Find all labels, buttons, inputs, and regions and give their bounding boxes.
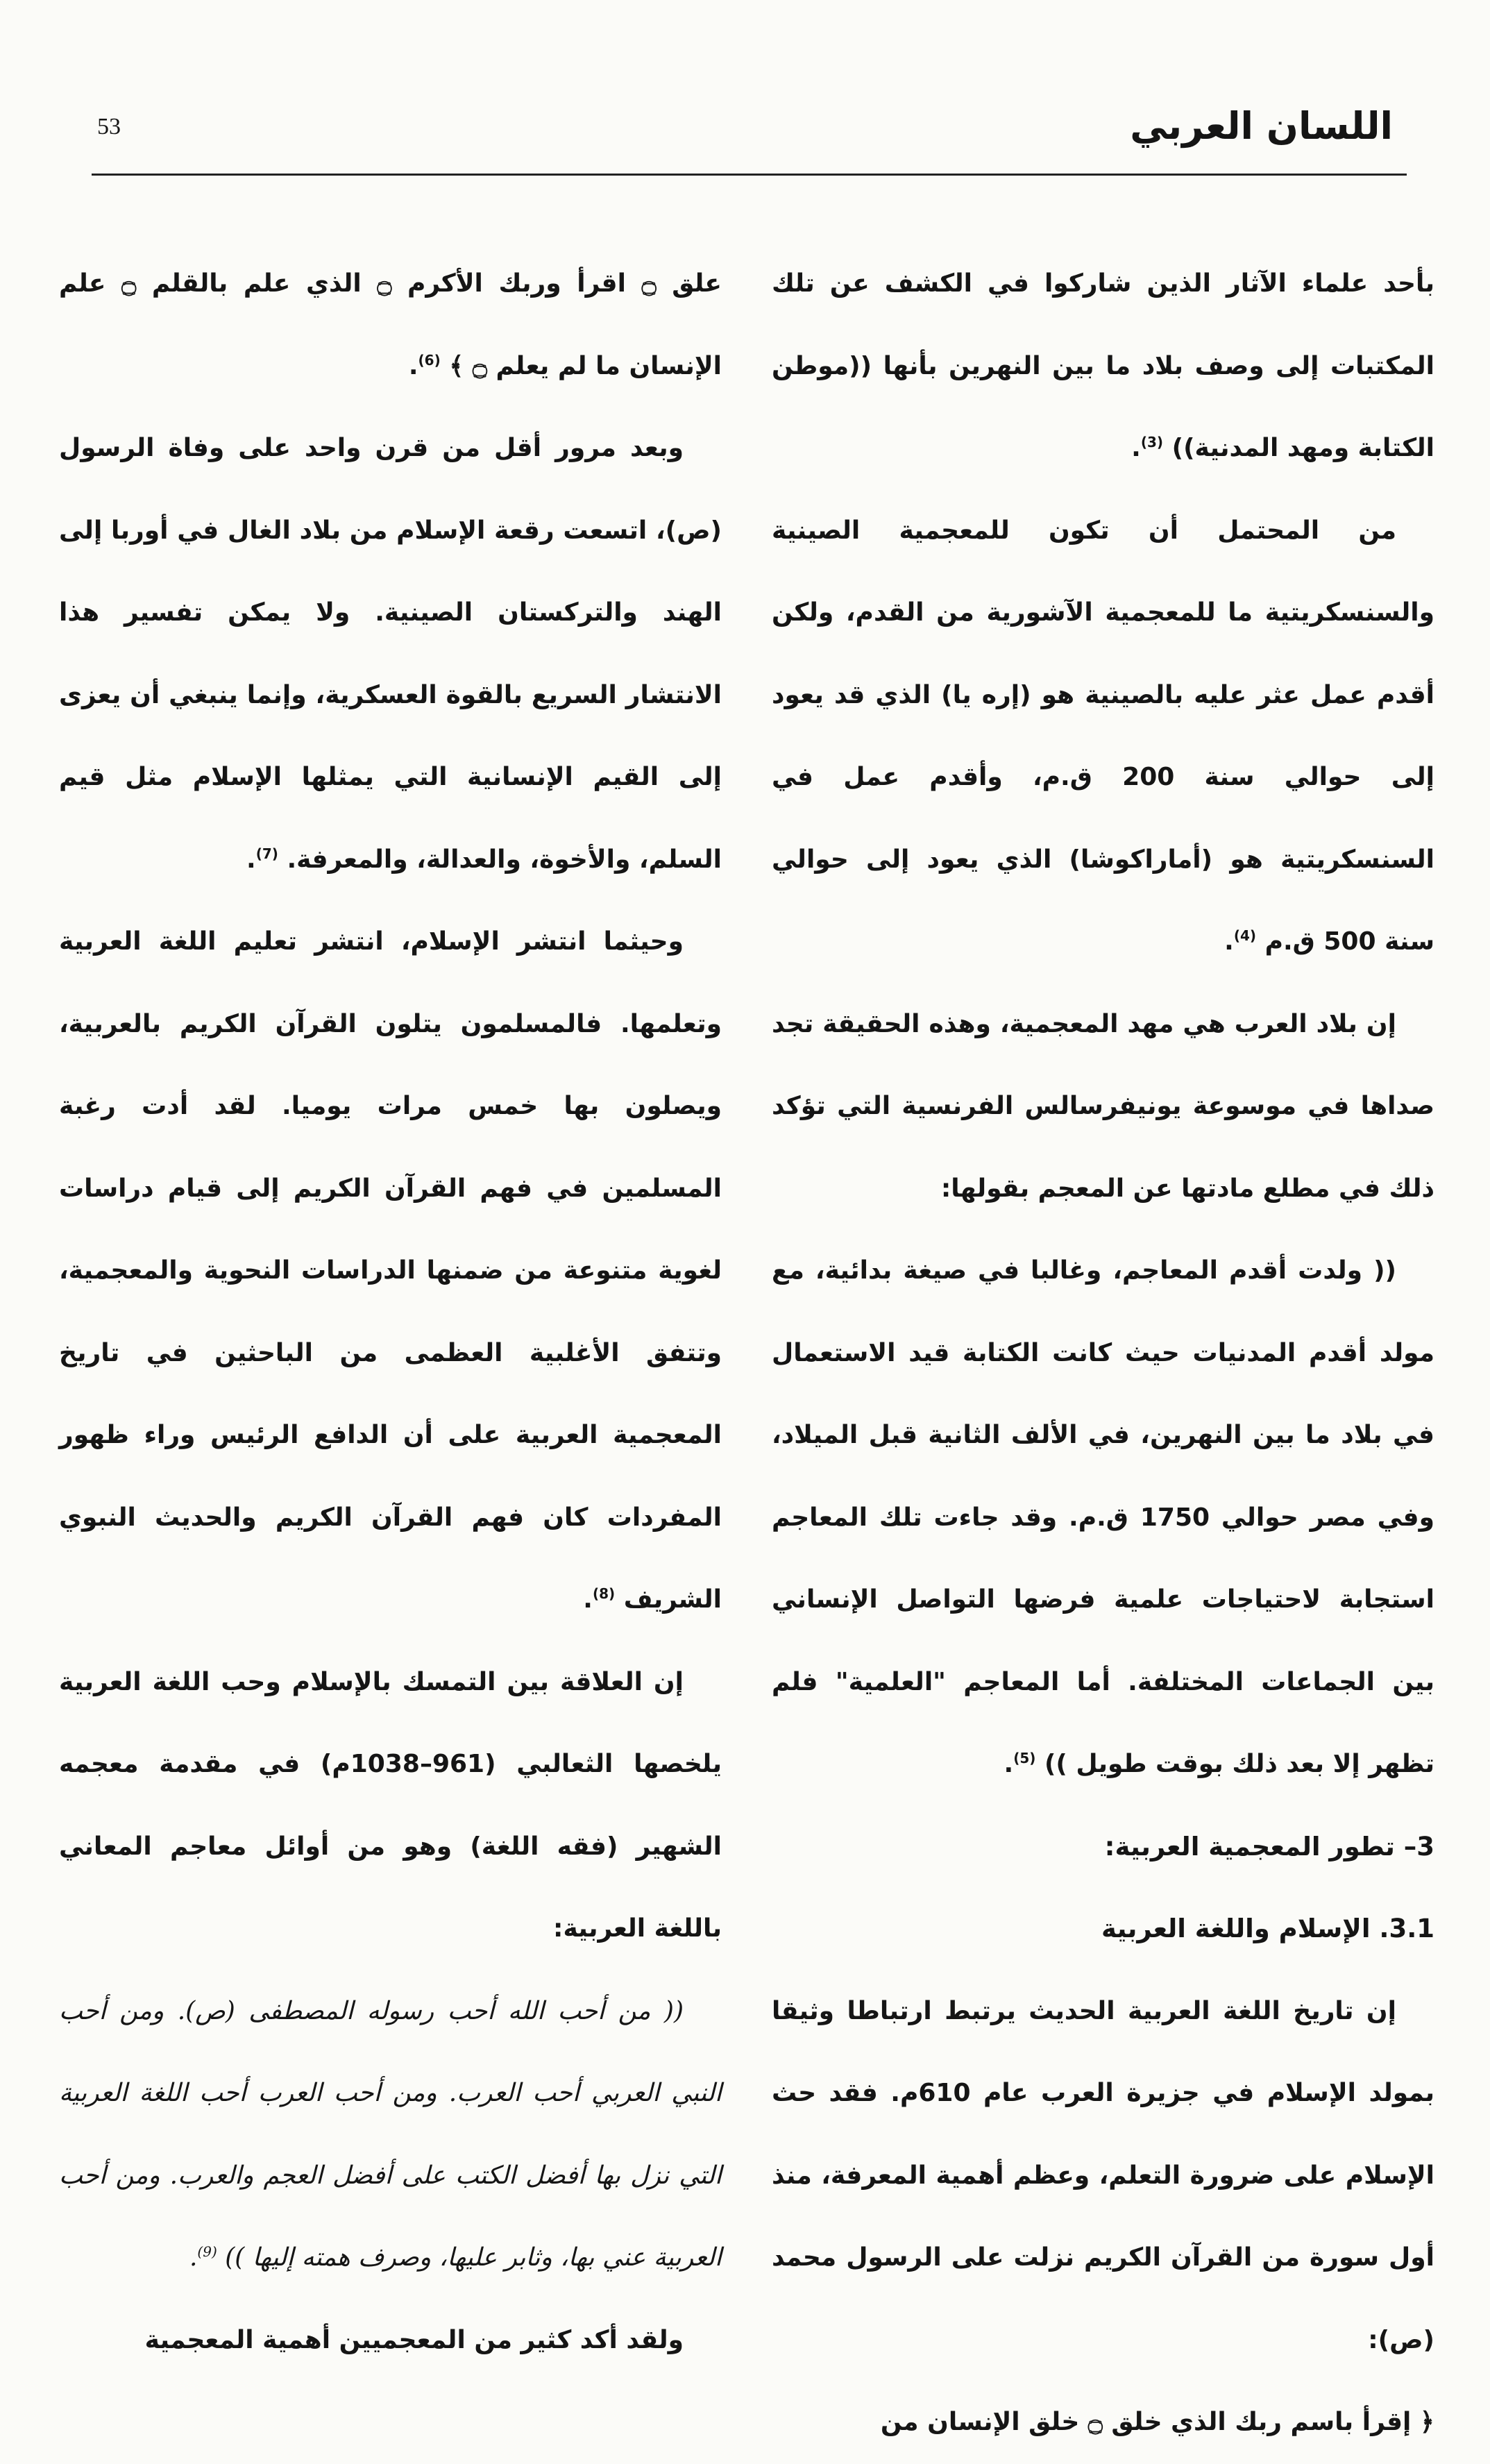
- footnote-marker: (4): [1233, 927, 1257, 944]
- section-heading: 3– تطور المعجمية العربية:: [1104, 1831, 1434, 1862]
- footnote-marker: (6): [418, 351, 441, 369]
- footnote-marker: (3): [1140, 434, 1164, 450]
- subsection-heading: 3.1. الإسلام واللغة العربية: [1101, 1914, 1434, 1943]
- journal-logo: اللسان العربي: [1130, 104, 1393, 148]
- paragraph: إن تاريخ اللغة العربية الحديث يرتبط ارتباطا وثيقا بمولد الإسلام في جزيرة العرب عام 610م. فقد حث الإسلام على ضرورة التعلم، وعظم أهمية المعرفة، منذ أول سورة من القرآن الكريم نزلت على الرسول محمد (ص):: [772, 1996, 1434, 2354]
- left-column: [59, 243, 722, 2381]
- page-header: [90, 104, 1393, 153]
- footnote-marker: (8): [592, 1585, 616, 1602]
- footnote-marker: (9): [197, 2243, 217, 2260]
- page-number: 53: [97, 114, 121, 140]
- paragraph: من المحتمل أن تكون للمعجمية الصينية والسنسكريتية ما للمعجمية الآشورية من القدم، ولكن أقدم عمل عثر عليه بالصينية هو (إره يا) الذي قد يعود إلى حوالي سنة 200 ق.م، وأقدم عمل في السنسكريتية هو (أماراكوشا) الذي يعود إلى حوالي سنة 500 ق.م $^{(4)}$.: [772, 516, 1434, 956]
- header-divider: [92, 174, 1407, 176]
- paragraph: ولقد أكد كثير من المعجميين أهمية المعجمية: [144, 2325, 684, 2354]
- paragraph: وحيثما انتشر الإسلام، انتشر تعليم اللغة العربية وتعلمها. فالمسلمون يتلون القرآن الكريم بالعربية، ويصلون بها خمس مرات يوميا. لقد أدت رغبة المسلمين في فهم القرآن الكريم إلى قيام دراسات لغوية متنوعة من ضمنها الدراسات النحوية والمعجمية، وتتفق الأغلبية العظمى من الباحثين في تاريخ المعجمية العربية على أن الدافع الرئيس وراء ظهور المفردات كان فهم القرآن الكريم والحديث النبوي الشريف $^{(8)}$.: [59, 927, 722, 1614]
- paragraph: وبعد مرور أقل من قرن واحد على وفاة الرسول (ص)، اتسعت رقعة الإسلام من بلاد الغال في أوربا إلى الهند والتركستان الصينية. ولا يمكن تفسير هذا الانتشار السريع بالقوة العسكرية، وإنما ينبغي أن يعزى إلى القيم الإنسانية التي يمثلها الإسلام مثل قيم السلم، والأخوة، والعدالة، والمعرفة. $^{(7)}$.: [59, 434, 722, 874]
- footnote-marker: (5): [1013, 1750, 1036, 1766]
- quran-verse: ﴿ إقرأ باسم ربك الذي خلق ۝ خلق الإنسان من: [880, 2408, 1434, 2436]
- block-quote: (( ولدت أقدم المعاجم، وغالبا في صيغة بدائية، مع مولد أقدم المدنيات حيث كانت الكتابة قيد الاستعمال في بلاد ما بين النهرين، في الألف الثانية قبل الميلاد، وفي مصر حوالي 1750 ق.م. وقد جاءت تلك المعاجم استجابة لاحتياجات علمية فرضها التواصل الإنساني بين الجماعات المختلفة. أما المعاجم "العلمية" فلم تظهر إلا بعد ذلك بوقت طويل )) $^{(5)}$.: [772, 1256, 1434, 1778]
- block-quote: (( من أحب الله أحب رسوله المصطفى (ص). ومن أحب النبي العربي أحب العرب. ومن أحب العرب أحب اللغة العربية التي نزل بها أفضل الكتب على أفضل العجم والعرب. ومن أحب العربية عني بها، وثابر عليها، وصرف همته إليها )) $^{(9)}$.: [59, 1996, 722, 2272]
- quran-verse: علق ۝ اقرأ وربك الأكرم ۝ الذي علم بالقلم ۝ علم الإنسان ما لم يعلم ۝ ﴾ $^{(6)}$.: [59, 269, 722, 380]
- paragraph: بأحد علماء الآثار الذين شاركوا في الكشف عن تلك المكتبات إلى وصف بلاد ما بين النهرين بأنها ((موطن الكتابة ومهد المدنية)) $^{(3)}$.: [772, 269, 1434, 462]
- footnote-marker: (7): [255, 845, 278, 862]
- paragraph: إن بلاد العرب هي مهد المعجمية، وهذه الحقيقة تجد صداها في موسوعة يونيفرسالس الفرنسية التي تؤكد ذلك في مطلع مادتها عن المعجم بقولها:: [772, 1009, 1434, 1203]
- right-column: [772, 243, 1434, 2464]
- paragraph: إن العلاقة بين التمسك بالإسلام وحب اللغة العربية يلخصها الثعالبي (961–1038م) في مقدمة معجمه الشهير (فقه اللغة) وهو من أوائل معاجم المعاني باللغة العربية:: [59, 1667, 722, 1943]
